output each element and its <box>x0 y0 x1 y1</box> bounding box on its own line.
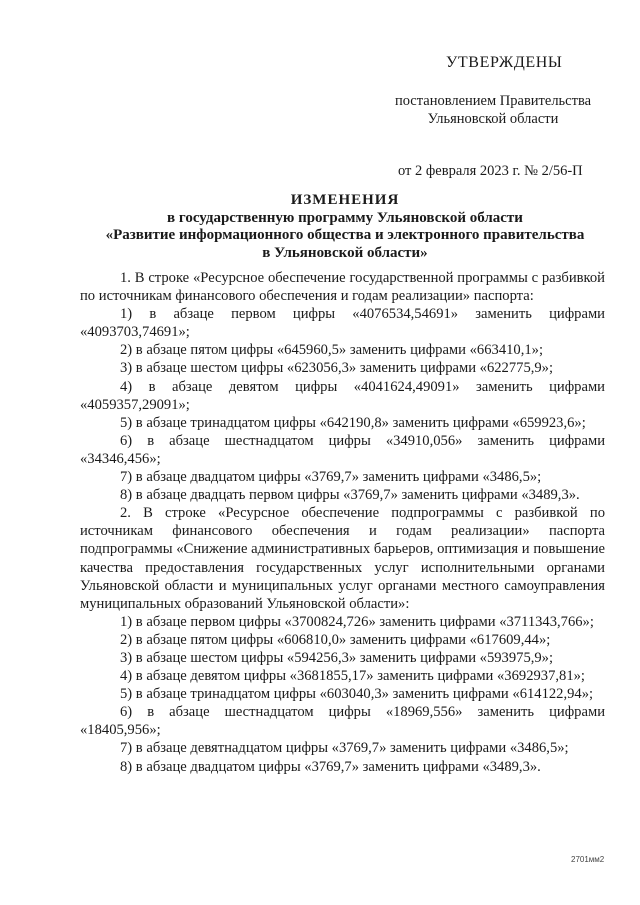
section-2-item: 5) в абзаце тринадцатом цифры «603040,3» заменить цифрами «614122,94»; <box>120 686 594 703</box>
section-2-item: 1) в абзаце первом цифры «3700824,726» заменить цифрами «3711343,766»; <box>120 613 594 630</box>
document-code: 2701мм2 <box>571 855 605 864</box>
document-title <box>70 192 620 262</box>
decree-line: Ульяновской области <box>427 111 559 127</box>
title-line: в государственную программу Ульяновской области <box>167 209 523 226</box>
section-1-item: 7) в абзаце двадцатом цифры «3769,7» заменить цифрами «3486,5»; <box>120 469 542 486</box>
section-2-intro: 2. В строке «Ресурсное обеспечение подпрограммы с разбивкой по источникам финансового обеспечения и годам реализации» паспорта подпрограммы «Снижение административных барьеров, оптимизация и повышение качества предоставления государственных услуг исполнительными органами Ульяновской области и муниципальных услуг органами местного самоуправления муниципальных образований Ульяновской области»: <box>80 505 605 612</box>
section-2-item: 6) в абзаце шестнадцатом цифры «18969,556» заменить цифрами «18405,956»; <box>80 704 605 739</box>
section-1-item: 6) в абзаце шестнадцатом цифры «34910,056» заменить цифрами «34346,456»; <box>80 432 605 467</box>
section-1-item: 1) в абзаце первом цифры «4076534,54691» заменить цифрами «4093703,74691»; <box>80 306 605 341</box>
title-line: в Ульяновской области» <box>262 244 428 261</box>
approval-stamp-heading: УТВЕРЖДЕНЫ <box>446 54 563 71</box>
title-main: ИЗМЕНЕНИЯ <box>290 192 400 208</box>
section-1-item: 4) в абзаце девятом цифры «4041624,49091» заменить цифрами «4059357,29091»; <box>80 378 605 413</box>
section-2-item: 7) в абзаце девятнадцатом цифры «3769,7» заменить цифрами «3486,5»; <box>120 740 569 757</box>
section-2-item: 8) в абзаце двадцатом цифры «3769,7» заменить цифрами «3489,3». <box>120 758 541 775</box>
section-1-intro: 1. В строке «Ресурсное обеспечение государственной программы с разбивкой по источникам финансового обеспечения и годам реализации» паспорта: <box>80 270 605 305</box>
title-line: «Развитие информационного общества и электронного правительства <box>105 227 585 243</box>
section-1-item: 5) в абзаце тринадцатом цифры «642190,8» заменить цифрами «659923,6»; <box>120 414 586 431</box>
section-1-item: 2) в абзаце пятом цифры «645960,5» заменить цифрами «663410,1»; <box>120 342 544 359</box>
section-2-item: 3) в абзаце шестом цифры «594256,3» заменить цифрами «593975,9»; <box>120 649 554 666</box>
section-2-item: 4) в абзаце девятом цифры «3681855,17» заменить цифрами «3692937,81»; <box>120 668 585 685</box>
decree-date: от 2 февраля 2023 г. № 2/56-П <box>398 163 583 179</box>
section-1-item: 3) в абзаце шестом цифры «623056,3» заменить цифрами «622775,9»; <box>120 360 554 377</box>
decree-line: постановлением Правительства <box>394 93 592 109</box>
decree-reference <box>380 92 606 128</box>
document-body <box>80 269 605 776</box>
section-1-item: 8) в абзаце двадцать первом цифры «3769,7» заменить цифрами «3489,3». <box>120 487 580 504</box>
section-2-item: 2) в абзаце пятом цифры «606810,0» заменить цифрами «617609,44»; <box>120 631 551 648</box>
